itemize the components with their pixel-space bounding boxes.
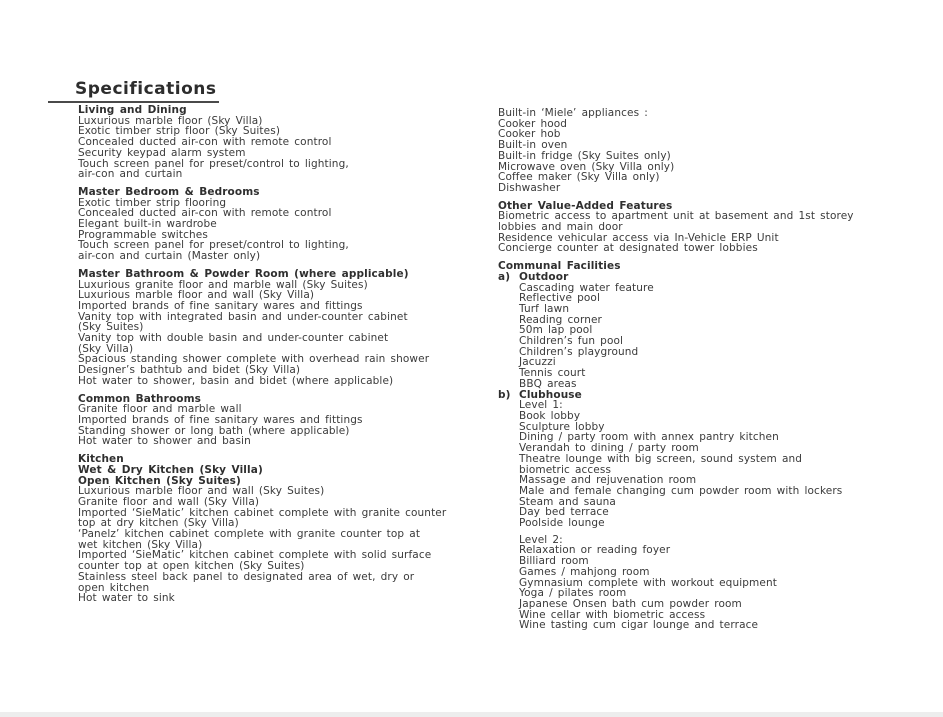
spec-line: (Sky Villa) [78, 342, 134, 355]
subsection-title: Outdoor [519, 270, 569, 283]
facility-line: Billiard room [519, 555, 589, 568]
spec-section [498, 108, 938, 194]
page-title: Specifications [48, 79, 219, 103]
spec-line: Microwave oven (Sky Villa only) [498, 160, 675, 173]
spec-line: Exotic timber strip flooring [78, 196, 227, 209]
subsection-title: Clubhouse [519, 388, 582, 401]
spec-line: Imported ‘SieMatic’ kitchen cabinet complete with granite counter [78, 506, 447, 519]
facility-line: Tennis court [519, 367, 586, 380]
spec-line: Hot water to shower, basin and bidet (where applicable) [78, 374, 394, 387]
facility-line: Sculpture lobby [519, 420, 605, 433]
facilities-subsection [498, 272, 938, 390]
facility-line: Steam and sauna [519, 495, 616, 508]
spec-section [498, 261, 938, 631]
spec-line: Standing shower or long bath (where applicable) [78, 424, 350, 437]
spec-line: Programmable switches [78, 228, 208, 241]
spec-section [498, 201, 938, 255]
facilities-subsection [498, 390, 938, 631]
section-heading: Wet & Dry Kitchen (Sky Villa) [78, 463, 263, 476]
spec-line: Granite floor and wall (Sky Villa) [78, 495, 260, 508]
facility-line: Children’s fun pool [519, 335, 624, 348]
subsection-heading [498, 272, 938, 283]
spec-line: Vanity top with double basin and under-counter cabinet [78, 332, 389, 345]
section-heading: Other Value-Added Features [498, 199, 673, 212]
facility-line: Book lobby [519, 409, 581, 422]
spec-line: Built-in oven [498, 139, 568, 152]
facility-line: Massage and rejuvenation room [519, 474, 697, 487]
spec-line: (Sky Suites) [78, 321, 144, 334]
facility-group [498, 535, 938, 631]
section-heading: Master Bedroom & Bedrooms [78, 185, 260, 198]
facility-line: Male and female changing cum powder room with lockers [519, 484, 843, 497]
facility-line: biometric access [519, 463, 612, 476]
spec-line: top at dry kitchen (Sky Villa) [78, 517, 239, 530]
section-heading: Kitchen [78, 453, 124, 466]
facility-line: Japanese Onsen bath cum powder room [519, 597, 742, 610]
section-lead: Built-in ‘Miele’ appliances : [498, 107, 648, 119]
spec-section [78, 454, 518, 604]
spec-line: Cooker hob [498, 128, 561, 141]
subsection-label: b) [498, 388, 511, 401]
spec-section [78, 187, 518, 262]
spec-line: Luxurious marble floor and wall (Sky Suites) [78, 485, 325, 498]
spec-line: Designer’s bathtub and bidet (Sky Villa) [78, 364, 301, 377]
spec-section [78, 269, 518, 387]
scan-edge [0, 712, 943, 717]
section-heading: Master Bathroom & Powder Room (where applicable) [78, 267, 409, 280]
spec-line: Hot water to shower and basin [78, 435, 251, 448]
spec-line: Elegant built-in wardrobe [78, 218, 217, 231]
facility-line: Relaxation or reading foyer [519, 544, 671, 557]
spec-line: Biometric access to apartment unit at basement and 1st storey [498, 210, 854, 223]
facility-line: Reading corner [519, 313, 602, 326]
facility-line: Day bed terrace [519, 506, 609, 519]
spec-line: Built-in fridge (Sky Suites only) [498, 149, 671, 162]
spec-line: Touch screen panel for preset/control to lighting, [78, 239, 349, 252]
facility-line: Poolside lounge [519, 517, 605, 530]
facility-line: Yoga / pilates room [519, 587, 627, 600]
spec-line: Granite floor and marble wall [78, 403, 242, 416]
spec-line: Coffee maker (Sky Villa only) [498, 171, 660, 184]
facility-line: Turf lawn [519, 302, 570, 315]
facility-line: Games / mahjong room [519, 565, 650, 578]
section-heading: Open Kitchen (Sky Suites) [78, 474, 241, 487]
spec-line: wet kitchen (Sky Villa) [78, 538, 203, 551]
facility-line: Cascading water feature [519, 281, 654, 294]
section-heading: Common Bathrooms [78, 392, 202, 405]
facility-line: Dining / party room with annex pantry kitchen [519, 431, 779, 444]
spec-line: ‘Panelz’ kitchen cabinet complete with granite counter top at [78, 528, 421, 541]
spec-line: Concealed ducted air-con with remote control [78, 207, 332, 220]
spec-line: Imported brands of fine sanitary wares and fittings [78, 299, 363, 312]
facility-line: Wine cellar with biometric access [519, 608, 706, 621]
facility-line: 50m lap pool [519, 324, 593, 337]
spec-line: Cooker hood [498, 117, 568, 130]
facility-line: Jacuzzi [519, 356, 556, 369]
spec-line: Touch screen panel for preset/control to lighting, [78, 157, 349, 170]
spec-line: Imported brands of fine sanitary wares and fittings [78, 413, 363, 426]
facility-line: Level 1: [519, 399, 563, 412]
facility-line: BBQ areas [519, 377, 577, 390]
spec-line: Exotic timber strip floor (Sky Suites) [78, 125, 281, 138]
facility-group [498, 283, 938, 390]
spec-line: Luxurious granite floor and marble wall (Sky Suites) [78, 278, 368, 291]
subsection-label: a) [498, 270, 511, 283]
spec-line: Luxurious marble floor (Sky Villa) [78, 114, 263, 127]
spec-line: Dishwasher [498, 181, 561, 194]
spec-line: Concierge counter at designated tower lobbies [498, 242, 758, 255]
facility-group [498, 400, 938, 528]
facility-line: Children’s playground [519, 345, 639, 358]
facility-line: Gymnasium complete with workout equipment [519, 576, 777, 589]
spec-line: Luxurious marble floor and wall (Sky Villa) [78, 289, 315, 302]
facility-line: Wine tasting cum cigar lounge and terrace [519, 619, 759, 632]
spec-section [78, 105, 518, 180]
spec-line: Hot water to sink [78, 592, 175, 605]
facility-line: Verandah to dining / party room [519, 442, 699, 455]
facility-line: Reflective pool [519, 292, 601, 305]
spec-line: Concealed ducted air-con with remote control [78, 136, 332, 149]
spec-line: air-con and curtain (Master only) [78, 250, 261, 263]
spec-line: Stainless steel back panel to designated area of wet, dry or [78, 570, 415, 583]
spec-line: open kitchen [78, 581, 150, 594]
spec-line: Security keypad alarm system [78, 146, 246, 159]
spec-line: counter top at open kitchen (Sky Suites) [78, 560, 305, 573]
left-column [78, 105, 518, 611]
spec-section [78, 394, 518, 448]
spec-line: Imported ‘SieMatic’ kitchen cabinet complete with solid surface [78, 549, 432, 562]
facility-line: Level 2: [519, 533, 563, 546]
right-column [498, 108, 938, 638]
spec-line: Vanity top with integrated basin and under-counter cabinet [78, 310, 408, 323]
subsection-heading [498, 390, 938, 401]
spec-line: lobbies and main door [498, 221, 623, 234]
facility-line: Theatre lounge with big screen, sound system and [519, 452, 803, 465]
section-heading: Living and Dining [78, 104, 187, 116]
spec-line: Residence vehicular access via In-Vehicle ERP Unit [498, 231, 779, 244]
spec-line: Spacious standing shower complete with overhead rain shower [78, 353, 430, 366]
spec-line: air-con and curtain [78, 168, 183, 181]
section-heading: Communal Facilities [498, 260, 621, 273]
